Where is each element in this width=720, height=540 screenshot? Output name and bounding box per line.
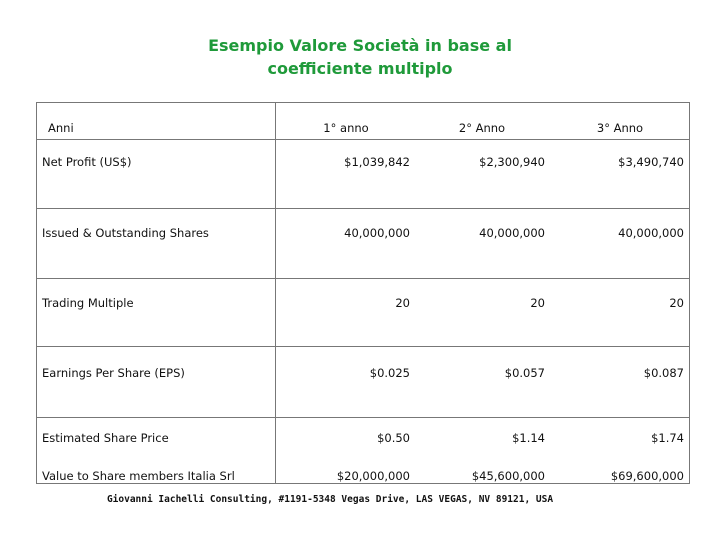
row-divider [36, 278, 690, 279]
value-year-1: $20,000,000 [336, 469, 410, 483]
header-year-2: 2° Anno [458, 121, 506, 135]
header-label: Anni [48, 121, 74, 135]
share-price-year-1: $0.50 [377, 431, 410, 445]
header-year-1: 1° anno [323, 121, 369, 135]
title-line-1: Esempio Valore Società in base al [208, 36, 512, 55]
shares-year-2: 40,000,000 [479, 226, 545, 240]
row-label-shares: Issued & Outstanding Shares [42, 226, 209, 240]
eps-year-1: $0.025 [369, 366, 410, 380]
value-year-2: $45,600,000 [471, 469, 545, 483]
page-title [0, 34, 720, 80]
row-label-share-price: Estimated Share Price [42, 431, 169, 445]
column-divider [275, 102, 276, 484]
row-label-trading-multiple: Trading Multiple [42, 296, 134, 310]
row-divider [36, 417, 690, 418]
footer-contact: Giovanni Iachelli Consulting, #1191-5348 Vegas Drive, LAS VEGAS, NV 89121, USA [106, 494, 554, 505]
row-label-net-profit: Net Profit (US$) [42, 155, 132, 169]
row-divider [36, 139, 690, 140]
net-profit-year-3: $3,490,740 [618, 155, 684, 169]
share-price-year-2: $1.14 [512, 431, 545, 445]
shares-year-1: 40,000,000 [344, 226, 410, 240]
multiple-year-2: 20 [530, 296, 545, 310]
eps-year-2: $0.057 [504, 366, 545, 380]
eps-year-3: $0.087 [643, 366, 684, 380]
multiple-year-3: 20 [669, 296, 684, 310]
net-profit-year-2: $2,300,940 [479, 155, 545, 169]
multiple-year-1: 20 [395, 296, 410, 310]
row-divider [36, 208, 690, 209]
row-divider [36, 346, 690, 347]
share-price-year-3: $1.74 [651, 431, 684, 445]
net-profit-year-1: $1,039,842 [344, 155, 410, 169]
shares-year-3: 40,000,000 [618, 226, 684, 240]
row-label-value: Value to Share members Italia Srl [42, 469, 235, 483]
row-label-eps: Earnings Per Share (EPS) [42, 366, 185, 380]
header-year-3: 3° Anno [596, 121, 644, 135]
title-line-2: coefficiente multiplo [267, 59, 453, 78]
value-year-3: $69,600,000 [610, 469, 684, 483]
